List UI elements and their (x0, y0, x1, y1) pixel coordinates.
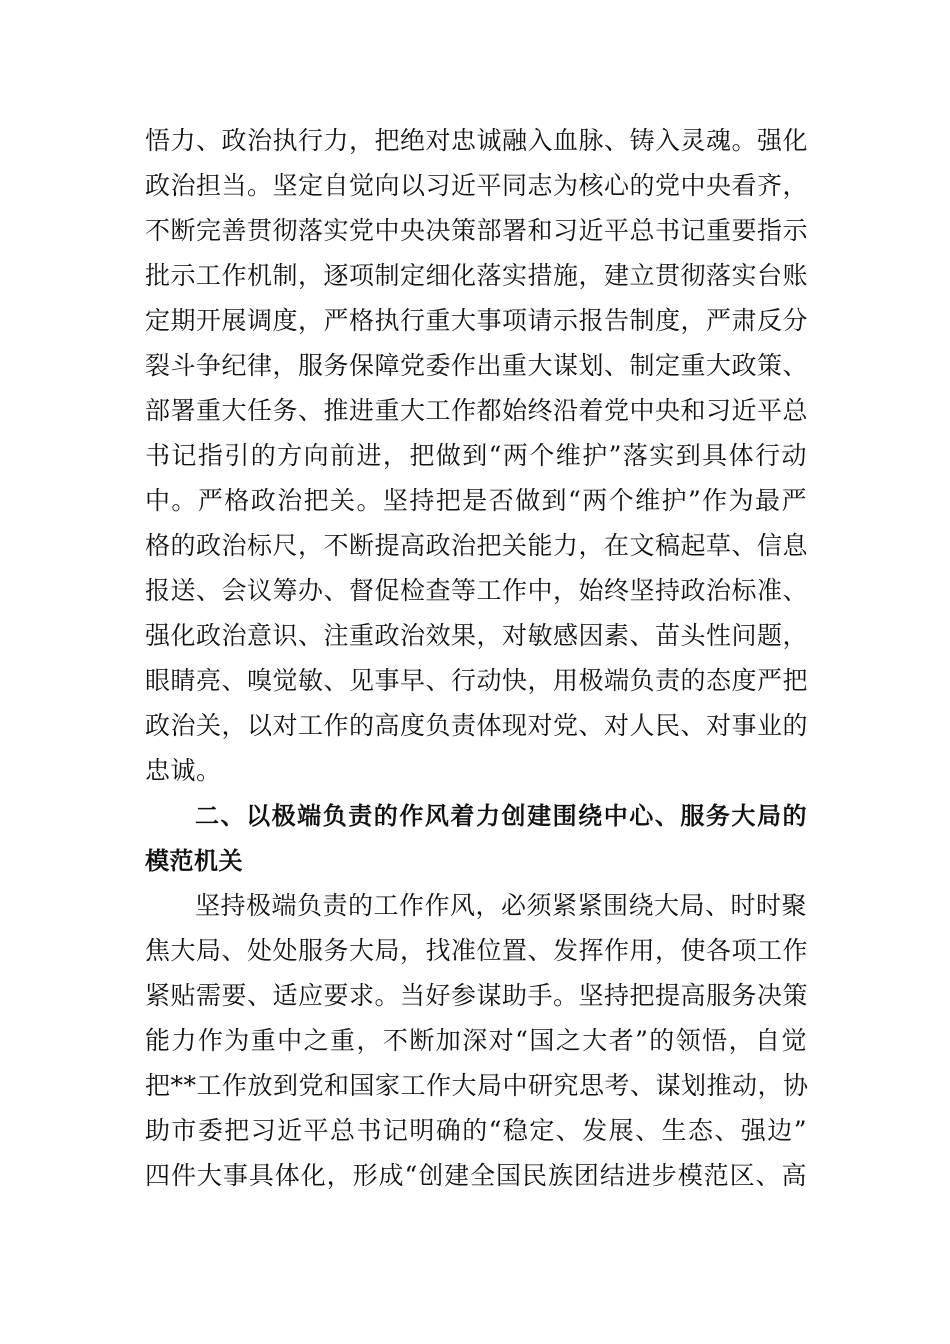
text-line: 四件大事具体化，形成“创建全国民族团结进步模范区、高 (145, 1161, 807, 1190)
text-line: 书记指引的方向前进，把做到“两个维护”落实到具体行动 (145, 441, 807, 470)
text-line: 焦大局、处处服务大局，找准位置、发挥作用，使各项工作 (145, 936, 809, 965)
text-line: 政治关，以对工作的高度负责体现对党、对人民、对事业的 (145, 711, 809, 740)
text-line: 忠诚。 (145, 756, 222, 785)
text-line: 悟力、政治执行力，把绝对忠诚融入血脉、铸入灵魂。强化 (145, 126, 809, 155)
text-line: 报送、会议筹办、督促检查等工作中，始终坚持政治标准、 (145, 576, 809, 605)
text-line: 定期开展调度，严格执行重大事项请示报告制度，严肃反分 (145, 306, 809, 335)
text-line: 不断完善贯彻落实党中央决策部署和习近平总书记重要指示 (145, 216, 809, 245)
text-line: 紧贴需要、适应要求。当好参谋助手。坚持把提高服务决策 (145, 981, 809, 1010)
text-line: 助市委把习近平总书记明确的“稳定、发展、生态、强边” (145, 1116, 807, 1145)
text-line: 中。严格政治把关。坚持把是否做到“两个维护”作为最严 (145, 486, 807, 515)
text-line: 眼睛亮、嗅觉敏、见事早、行动快，用极端负责的态度严把 (145, 666, 809, 695)
text-line: 批示工作机制，逐项制定细化落实措施，建立贯彻落实台账 (145, 261, 809, 290)
section-heading: 二、以极端负责的作风着力创建围绕中心、服务大局的 (195, 802, 807, 830)
text-line: 裂斗争纪律，服务保障党委作出重大谋划、制定重大政策、 (145, 351, 809, 380)
text-line: 政治担当。坚定自觉向以习近平同志为核心的党中央看齐， (145, 171, 809, 200)
text-line: 能力作为重中之重，不断加深对“国之大者”的领悟，自觉 (145, 1026, 807, 1055)
text-line: 坚持极端负责的工作作风，必须紧紧围绕大局、时时聚 (195, 891, 808, 920)
text-line: 部署重大任务、推进重大工作都始终沿着党中央和习近平总 (145, 396, 809, 425)
section-heading-continued: 模范机关 (145, 847, 243, 875)
text-line: 格的政治标尺，不断提高政治把关能力，在文稿起草、信息 (145, 531, 809, 560)
text-line: 把**工作放到党和国家工作大局中研究思考、谋划推动，协 (145, 1071, 809, 1100)
text-line: 强化政治意识、注重政治效果，对敏感因素、苗头性问题， (145, 621, 809, 650)
